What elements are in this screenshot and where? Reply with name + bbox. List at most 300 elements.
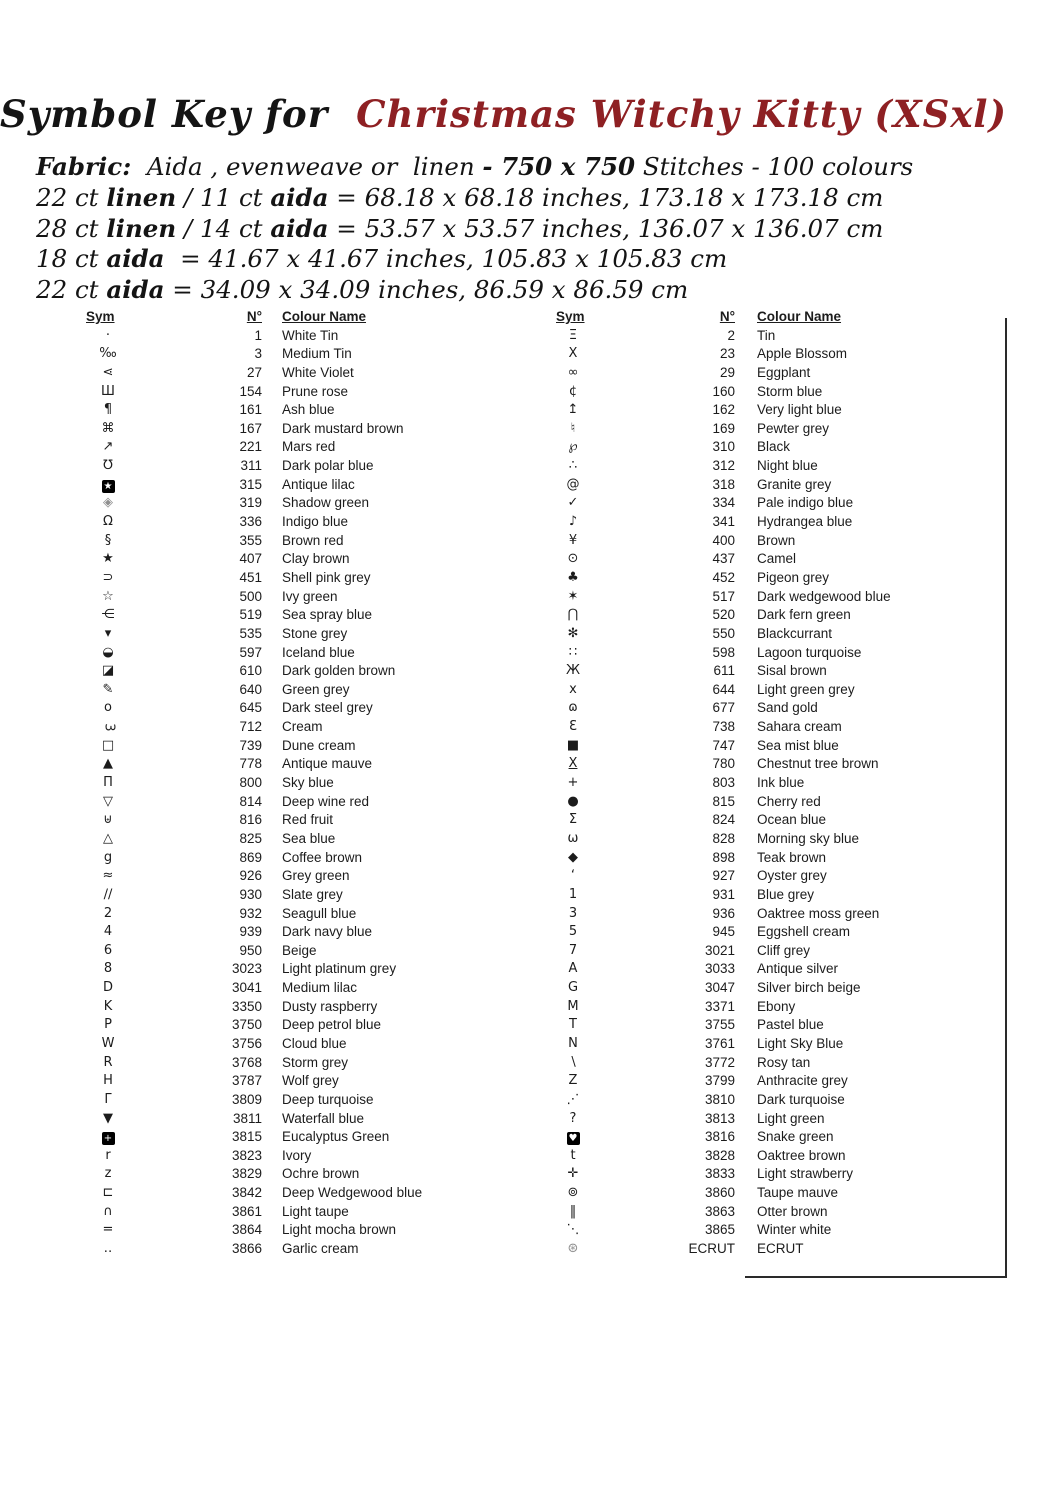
table-row (556, 606, 996, 625)
symbol-glyph: ⊃ (102, 569, 114, 585)
table-row (86, 755, 526, 774)
colour-name: Dark wedgewood blue (757, 588, 891, 604)
symbol-glyph: ⊙ (567, 551, 579, 567)
table-row (86, 886, 526, 905)
header-sym: Sym (556, 309, 585, 324)
symbol-glyph: □ (101, 737, 115, 753)
fabric-line: 22 ct linen / 11 ct aida = 68.18 x 68.18 inches, 173.18 x 173.18 cm (36, 182, 884, 212)
colour-name: Very light blue (757, 402, 842, 418)
table-row (556, 979, 996, 998)
colour-name: Light green grey (757, 681, 855, 697)
colour-name: Green grey (282, 681, 350, 697)
colour-name: Light strawberry (757, 1166, 854, 1182)
colour-number: 500 (239, 588, 262, 604)
symbol-glyph: ◪ (101, 663, 115, 679)
symbol-glyph: 1 (568, 886, 578, 902)
symbol-glyph: ♪ (568, 514, 578, 530)
colour-name: Cliff grey (757, 942, 811, 958)
table-row (86, 905, 526, 924)
symbol-glyph: ★ (102, 551, 114, 567)
colour-number: 3813 (704, 1110, 735, 1126)
colour-number: 610 (239, 663, 262, 679)
table-row (556, 830, 996, 849)
symbol-glyph: ‖ (569, 1203, 577, 1219)
colour-number: 3761 (704, 1035, 735, 1051)
fabric-line: 22 ct aida = 34.09 x 34.09 inches, 86.59 x 86.59 cm (36, 275, 689, 305)
symbol-glyph: + (102, 1132, 115, 1145)
symbol-glyph: ⊎ (103, 812, 113, 828)
symbol-glyph: ⌘ (101, 420, 115, 436)
colour-number: 930 (239, 886, 262, 902)
colour-number: 315 (239, 476, 262, 492)
table-row (86, 1184, 526, 1203)
table-row (556, 1128, 996, 1147)
table-row (556, 1221, 996, 1240)
table-row (86, 345, 526, 364)
symbol-glyph: ▾ (104, 625, 112, 641)
symbol-glyph: ⊏ (102, 1185, 114, 1201)
colour-number: 167 (239, 420, 262, 436)
colour-number: 3033 (704, 961, 735, 977)
colour-name: Antique mauve (282, 756, 373, 772)
table-row (86, 588, 526, 607)
symbol-glyph: ∕∕ (103, 886, 113, 902)
header-number: N° (246, 309, 262, 324)
header-number: N° (719, 309, 735, 324)
table-row (556, 793, 996, 812)
symbol-glyph: ↥ (567, 402, 579, 418)
table-row (86, 960, 526, 979)
table-row (86, 774, 526, 793)
table-row (556, 774, 996, 793)
colour-name: Shadow green (282, 495, 370, 511)
symbol-glyph: Ω (103, 514, 113, 530)
colour-name: Black (757, 439, 791, 455)
table-row (86, 364, 526, 383)
table-row (556, 849, 996, 868)
colour-name: Ivy green (282, 588, 338, 604)
symbol-glyph: ■ (566, 737, 580, 753)
header-colour-name: Colour Name (757, 309, 842, 324)
table-row (86, 1165, 526, 1184)
symbol-glyph: ‥ (103, 1241, 113, 1257)
colour-name: Dark polar blue (282, 458, 374, 474)
colour-number: 407 (239, 551, 262, 567)
colour-name: Eggplant (757, 364, 811, 380)
symbol-glyph: ⋲ (101, 607, 115, 623)
colour-number: 3863 (704, 1203, 735, 1219)
table-row (86, 457, 526, 476)
colour-number: 451 (239, 569, 262, 585)
table-row (86, 569, 526, 588)
colour-name: Pewter grey (757, 420, 830, 436)
colour-number: 3815 (231, 1129, 262, 1145)
symbol-glyph: T (569, 1017, 577, 1033)
colour-number: 3350 (231, 998, 262, 1014)
colour-name: Clay brown (282, 551, 350, 567)
colour-name: Seagull blue (282, 905, 357, 921)
symbol-glyph: ⋖ (102, 364, 114, 380)
colour-number: 931 (712, 886, 735, 902)
colour-name: Beige (282, 942, 317, 958)
colour-name: Oyster grey (757, 868, 827, 884)
symbol-glyph: ℧ (103, 458, 113, 474)
symbol-glyph: 7 (568, 942, 578, 958)
colour-number: 3772 (704, 1054, 735, 1070)
table-border-bottom (745, 1276, 1007, 1278)
colour-name: Sea blue (282, 830, 336, 846)
table-row (556, 401, 996, 420)
symbol-glyph: ◈ (103, 495, 113, 511)
symbol-glyph: g (103, 849, 113, 865)
colour-name: Ocean blue (757, 812, 827, 828)
symbol-glyph: Z (568, 1073, 578, 1089)
symbol-glyph: = (102, 1222, 114, 1238)
table-row (86, 793, 526, 812)
colour-name: Garlic cream (282, 1241, 359, 1257)
colour-number: 640 (239, 681, 262, 697)
colour-name: Stone grey (282, 625, 348, 641)
table-row (556, 905, 996, 924)
table-row (556, 1165, 996, 1184)
table-row (86, 942, 526, 961)
colour-number: 3816 (704, 1129, 735, 1145)
table-row (556, 681, 996, 700)
colour-number: 936 (712, 905, 735, 921)
colour-name: Dusty raspberry (282, 998, 378, 1014)
table-row (86, 923, 526, 942)
symbol-glyph: ☆ (102, 588, 114, 604)
colour-number: 437 (712, 551, 735, 567)
fabric-line: Fabric: Aida , evenweave or linen - 750 x 750 Stitches - 100 colours (36, 152, 914, 181)
table-row (556, 1147, 996, 1166)
table-row (86, 1240, 526, 1259)
table-row (556, 960, 996, 979)
table-row (86, 662, 526, 681)
colour-number: 3860 (704, 1185, 735, 1201)
colour-name: Sky blue (282, 775, 334, 791)
colour-name: Oaktree brown (757, 1147, 846, 1163)
colour-name: ECRUT (757, 1241, 804, 1257)
colour-number: 162 (712, 402, 735, 418)
table-row (86, 420, 526, 439)
colour-number: 644 (712, 681, 735, 697)
colour-number: 355 (239, 532, 262, 548)
colour-number: 3041 (231, 980, 262, 996)
table-row (86, 494, 526, 513)
colour-name: Ivory (282, 1147, 312, 1163)
table-row (556, 644, 996, 663)
symbol-glyph: X (568, 756, 578, 772)
table-row (86, 625, 526, 644)
colour-name: Anthracite grey (757, 1073, 848, 1089)
colour-name: Dark steel grey (282, 700, 373, 716)
symbol-glyph: r (105, 1147, 111, 1163)
table-row (556, 327, 996, 346)
table-row (86, 1091, 526, 1110)
colour-name: Winter white (757, 1222, 832, 1238)
colour-name: Blue grey (757, 886, 815, 902)
colour-number: 816 (239, 812, 262, 828)
table-row (86, 513, 526, 532)
table-row (86, 1147, 526, 1166)
colour-number: 939 (239, 924, 262, 940)
symbol-glyph: ℘ (568, 439, 578, 455)
colour-number: 597 (239, 644, 262, 660)
symbol-glyph: ♥ (567, 1132, 580, 1145)
colour-number: 803 (712, 775, 735, 791)
colour-name: Oaktree moss green (757, 905, 880, 921)
symbol-glyph: 3 (568, 905, 578, 921)
colour-name: Otter brown (757, 1203, 828, 1219)
colour-name: Pigeon grey (757, 569, 830, 585)
colour-number: 3371 (704, 998, 735, 1014)
symbol-glyph: ʻ (570, 868, 576, 884)
symbol-glyph: ∞ (567, 364, 579, 380)
symbol-glyph: R (103, 1054, 113, 1070)
colour-number: 517 (712, 588, 735, 604)
symbol-glyph: ∴ (568, 458, 578, 474)
table-row (86, 681, 526, 700)
table-row (556, 699, 996, 718)
colour-number: 311 (240, 458, 262, 474)
colour-number: 950 (239, 942, 262, 958)
symbol-glyph: ◒ (102, 644, 114, 660)
colour-table-left (86, 308, 526, 1259)
table-row (86, 644, 526, 663)
table-row (556, 1016, 996, 1035)
table-row (556, 718, 996, 737)
symbol-glyph: ● (567, 793, 579, 809)
symbol-glyph: ¥ (568, 532, 578, 548)
symbol-glyph: ɷ (568, 700, 578, 716)
colour-number: 27 (246, 364, 262, 380)
symbol-glyph: ★ (102, 480, 115, 493)
table-row (86, 737, 526, 756)
symbol-glyph: 2 (103, 905, 113, 921)
symbol-glyph: Ж (565, 663, 580, 679)
colour-name: Grey green (282, 868, 350, 884)
table-row (86, 1221, 526, 1240)
table-row (86, 830, 526, 849)
symbol-glyph: ¢ (568, 383, 578, 399)
table-row (86, 718, 526, 737)
table-row (556, 886, 996, 905)
colour-name: Light Sky Blue (757, 1035, 844, 1051)
symbol-glyph: ? (569, 1110, 577, 1126)
symbol-glyph: 5 (568, 924, 578, 940)
colour-name: Tin (757, 327, 776, 343)
fabric-line: 28 ct linen / 14 ct aida = 53.57 x 53.57 inches, 136.07 x 136.07 cm (36, 213, 884, 243)
symbol-glyph: 6 (103, 942, 113, 958)
table-row (86, 1054, 526, 1073)
colour-name: Brown red (282, 532, 344, 548)
header-colour-name: Colour Name (282, 309, 367, 324)
colour-number: 336 (239, 514, 262, 530)
symbol-glyph: Ш (101, 383, 115, 399)
table-row (556, 1203, 996, 1222)
colour-name: Sisal brown (757, 663, 827, 679)
symbol-glyph: ⋂ (567, 607, 579, 623)
colour-number: 825 (239, 830, 262, 846)
colour-number: 3021 (704, 942, 735, 958)
table-row (556, 364, 996, 383)
colour-name: Slate grey (282, 886, 343, 902)
table-row (86, 811, 526, 830)
table-row (556, 1240, 996, 1259)
table-row (556, 476, 996, 495)
table-row (556, 438, 996, 457)
colour-name: Storm blue (757, 383, 823, 399)
colour-number: 945 (712, 924, 735, 940)
colour-name: Night blue (757, 458, 818, 474)
symbol-glyph: z (104, 1166, 112, 1182)
table-row (86, 438, 526, 457)
table-row (556, 1035, 996, 1054)
symbol-glyph: ✛ (567, 1166, 579, 1182)
table-row (86, 327, 526, 346)
symbol-glyph: t (570, 1147, 576, 1163)
table-header (556, 308, 996, 327)
table-row (556, 532, 996, 551)
symbol-glyph: D (102, 980, 113, 996)
table-row (556, 662, 996, 681)
table-row (556, 1072, 996, 1091)
colour-number: 3823 (231, 1147, 262, 1163)
symbol-glyph: § (104, 532, 112, 548)
colour-number: 869 (239, 849, 262, 865)
colour-name: Antique silver (757, 961, 839, 977)
colour-number: 3755 (704, 1017, 735, 1033)
colour-name: Sand gold (757, 700, 818, 716)
colour-number: 161 (239, 402, 262, 418)
colour-number: 310 (712, 439, 735, 455)
table-row (556, 923, 996, 942)
colour-name: Light mocha brown (282, 1222, 397, 1238)
title-subject: Christmas Witchy Kitty (XSxl) (356, 92, 1007, 136)
colour-name: Rosy tan (757, 1054, 811, 1070)
header-sym: Sym (86, 309, 115, 324)
colour-name: Lagoon turquoise (757, 644, 862, 660)
symbol-glyph: ▽ (103, 793, 113, 809)
table-row (556, 737, 996, 756)
symbol-glyph: Π (103, 775, 113, 791)
colour-name: Cherry red (757, 793, 821, 809)
colour-number: 3756 (231, 1035, 262, 1051)
colour-number: 932 (239, 905, 262, 921)
colour-name: Iceland blue (282, 644, 355, 660)
table-row (86, 532, 526, 551)
colour-number: 738 (712, 719, 735, 735)
symbol-glyph: ⊚ (567, 1185, 579, 1201)
symbol-glyph: K (103, 998, 113, 1014)
colour-name: Eggshell cream (757, 924, 851, 940)
table-row (556, 811, 996, 830)
table-row (86, 998, 526, 1017)
table-row (86, 849, 526, 868)
symbol-glyph: W (101, 1035, 115, 1051)
colour-name: White Violet (282, 364, 354, 380)
colour-number: 778 (239, 756, 262, 772)
colour-name: Blackcurrant (757, 625, 833, 641)
colour-number: 3833 (704, 1166, 735, 1182)
table-row (556, 1054, 996, 1073)
table-row (556, 569, 996, 588)
table-rows-left (86, 327, 526, 1259)
symbol-glyph: ‰ (99, 346, 117, 362)
symbol-glyph: ⋱ (566, 1222, 580, 1238)
colour-name: Silver birch beige (757, 980, 861, 996)
colour-number: 319 (239, 495, 262, 511)
table-row (86, 699, 526, 718)
colour-number: 3865 (704, 1222, 735, 1238)
table-row (556, 942, 996, 961)
symbol-glyph: ∷ (568, 644, 578, 660)
colour-number: 3809 (231, 1091, 262, 1107)
colour-name: Hydrangea blue (757, 514, 853, 530)
colour-name: Apple Blossom (757, 346, 848, 362)
symbol-glyph: M (567, 998, 579, 1014)
colour-number: 814 (239, 793, 262, 809)
table-row (86, 401, 526, 420)
colour-name: Dark fern green (757, 607, 851, 623)
colour-name: Indigo blue (282, 514, 349, 530)
colour-name: Storm grey (282, 1054, 349, 1070)
colour-number: 747 (712, 737, 735, 753)
colour-number: ECRUT (688, 1241, 735, 1257)
table-row (556, 513, 996, 532)
colour-name: Chestnut tree brown (757, 756, 879, 772)
table-row (86, 606, 526, 625)
colour-name: Pastel blue (757, 1017, 824, 1033)
colour-number: 221 (239, 439, 262, 455)
colour-number: 611 (713, 663, 735, 679)
symbol-glyph: ∩ (103, 1203, 113, 1219)
symbol-glyph: x (569, 681, 577, 697)
colour-name: Wolf grey (282, 1073, 339, 1089)
table-row (556, 550, 996, 569)
table-rows-right (556, 327, 996, 1259)
colour-name: Teak brown (757, 849, 827, 865)
symbol-glyph: Σ (568, 812, 578, 828)
colour-number: 824 (712, 812, 735, 828)
colour-number: 452 (712, 569, 735, 585)
colour-number: 3828 (704, 1147, 735, 1163)
colour-number: 927 (712, 868, 735, 884)
table-row (556, 1110, 996, 1129)
fabric-line: 18 ct aida = 41.67 x 41.67 inches, 105.83 x 105.83 cm (36, 244, 728, 274)
table-row (86, 1110, 526, 1129)
table-row (556, 998, 996, 1017)
symbol-glyph: @ (566, 476, 580, 492)
colour-number: 550 (712, 625, 735, 641)
symbol-glyph: ∖ (568, 1054, 578, 1070)
symbol-glyph: ⊛ (567, 1241, 579, 1257)
table-row (556, 755, 996, 774)
title-main: Symbol Key for (0, 92, 329, 136)
symbol-glyph: + (567, 775, 579, 791)
colour-number: 3768 (231, 1054, 262, 1070)
colour-number: 400 (712, 532, 735, 548)
colour-name: Granite grey (757, 476, 832, 492)
table-row (556, 345, 996, 364)
symbol-glyph: 4 (103, 924, 113, 940)
colour-name: Ash blue (282, 402, 335, 418)
colour-number: 3810 (704, 1091, 735, 1107)
symbol-glyph: ✎ (102, 681, 114, 697)
colour-name: Deep Wedgewood blue (282, 1185, 423, 1201)
table-row (556, 494, 996, 513)
